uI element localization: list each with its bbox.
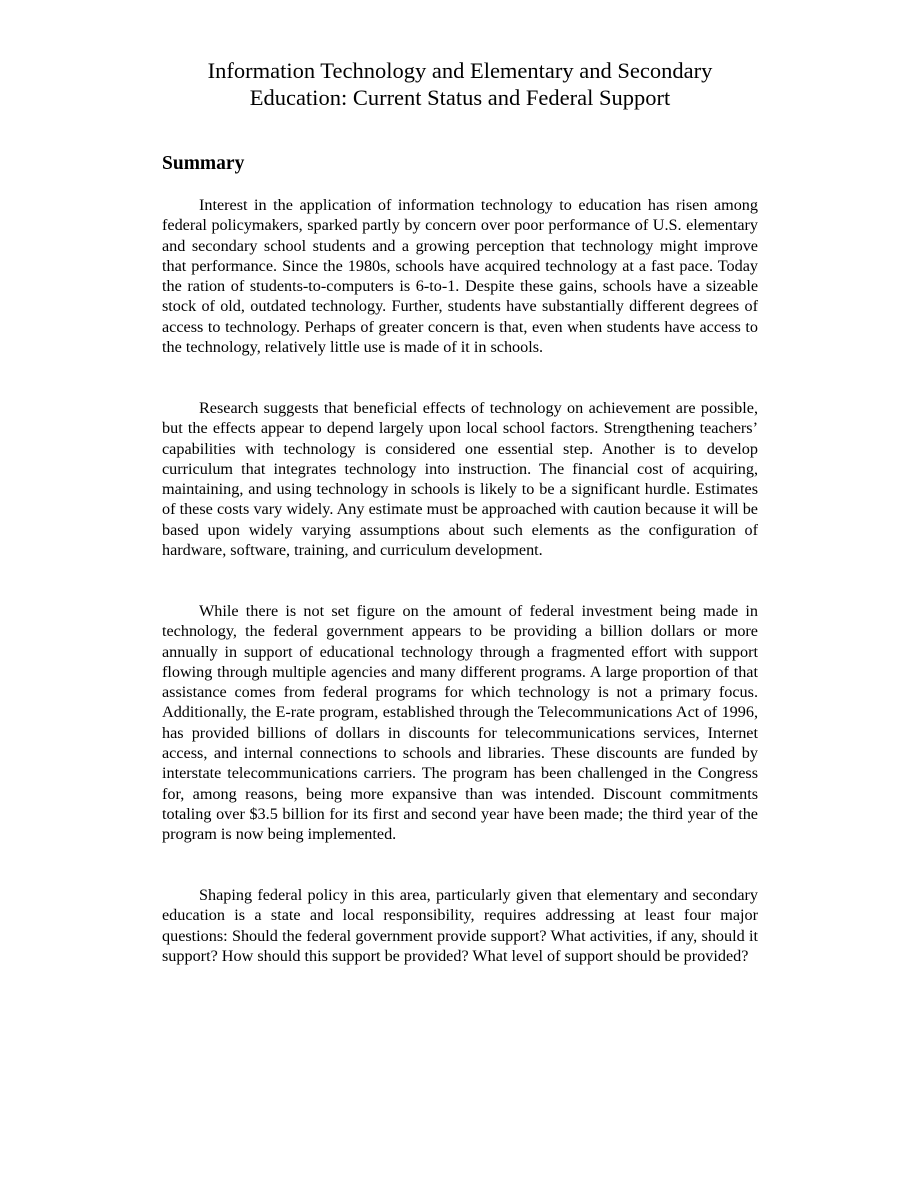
title-line-2: Education: Current Status and Federal Support bbox=[249, 85, 671, 110]
summary-paragraph-4: Shaping federal policy in this area, particularly given that elementary and secondary education is a state and local responsibility, requires addressing at least four major questions: Should the federal government provide support? What activities, if any, should it support? How should this support be provided? What level of support should be provided? bbox=[162, 886, 758, 965]
title-line-1: Information Technology and Elementary and Secondary bbox=[207, 58, 713, 83]
summary-paragraph-1: Interest in the application of information technology to education has risen among federal policymakers, sparked partly by concern over poor performance of U.S. elementary and secondary school students and a growing perception that technology might improve that performance. Since the 1980s, schools have acquired technology at a fast pace. Today the ration of students-to-computers is 6-to-1. Despite these gains, schools have a sizeable stock of old, outdated technology. Further, students have substantially different degrees of access to technology. Perhaps of greater concern is that, even when students have access to the technology, relatively little use is made of it in schools. bbox=[162, 196, 758, 357]
section-heading-summary: Summary bbox=[162, 153, 245, 174]
document-title bbox=[140, 57, 780, 111]
summary-paragraph-2: Research suggests that beneficial effects of technology on achievement are possible, but the effects appear to depend largely upon local school factors. Strengthening teachers’ capabilities with technology is considered one essential step. Another is to develop curriculum that integrates technology into instruction. The financial cost of acquiring, maintaining, and using technology in schools is likely to be a significant hurdle. Estimates of these costs vary widely. Any estimate must be approached with caution because it will be based upon widely varying assumptions about such elements as the configuration of hardware, software, training, and curriculum development. bbox=[162, 399, 758, 560]
summary-paragraph-3: While there is not set figure on the amount of federal investment being made in technology, the federal government appears to be providing a billion dollars or more annually in support of educational technology through a fragmented effort with support flowing through multiple agencies and many different programs. A large proportion of that assistance comes from federal programs for which technology is not a primary focus. Additionally, the E-rate program, established through the Telecommunications Act of 1996, has provided billions of dollars in discounts for telecommunications services, Internet access, and internal connections to schools and libraries. These discounts are funded by interstate telecommunications carriers. The program has been challenged in the Congress for, among reasons, being more expansive than was intended. Discount commitments totaling over $3.5 billion for its first and second year have been made; the third year of the program is now being implemented. bbox=[162, 602, 758, 844]
